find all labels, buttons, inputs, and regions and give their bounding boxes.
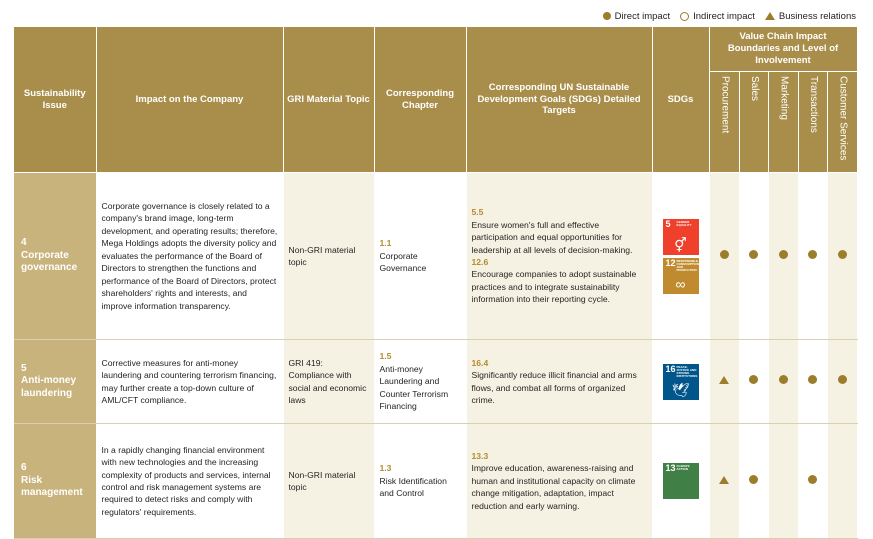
direct-impact-icon [720,250,729,259]
issue-number: 6 [21,462,27,474]
issue-name: Anti-money laundering [21,375,76,399]
header-customer-services: Customer Services [827,72,857,173]
business-relations-icon [719,376,729,384]
infinity-symbol: ∞ [675,275,686,292]
gender-symbol: ⚥ [674,236,687,253]
chapter-number: 1.3 [379,463,392,474]
involvement-cell [798,424,827,539]
sdg-12-badge: 12 RESPONSIBLE CONSUMPTION AND PRODUCTION ∞ [663,258,699,294]
legend-direct: Direct impact [603,11,670,22]
header-chapter: Corresponding Chapter [374,27,466,173]
target-text: Ensure women's full and effective participation and equal opportunities for leadership at all levels of decision-making. [471,219,633,255]
legend [593,9,856,23]
materiality-table [14,27,858,539]
involvement-cell [798,340,827,424]
involvement-cell [768,340,798,424]
targets-cell [466,424,652,539]
table-row [14,424,857,539]
direct-impact-icon [838,250,847,259]
involvement-cell [827,173,857,340]
direct-impact-icon [749,250,758,259]
involvement-cell [768,173,798,340]
issue-number: 4 [21,237,27,249]
sdg-16-badge: 16 PEACE, JUSTICE AND STRONG INSTITUTIONS 🕊 [663,364,699,400]
involvement-cell [768,424,798,539]
hollow-circle-icon [680,12,689,21]
header-marketing: Marketing [768,72,798,173]
direct-impact-icon [779,375,788,384]
target-text: Encourage companies to adopt sustainable practices and to integrate sustainability information into their reporting cycle. [471,269,637,305]
impact-cell: Corrective measures for anti-money laundering and countering terrorism financing, may further create a top-down culture of AML/CFT compliance. [96,340,283,424]
sdg-cell [652,340,709,424]
direct-impact-icon [808,250,817,259]
gri-cell: Non-GRI material topic [283,173,374,340]
sdg-cell [652,424,709,539]
direct-impact-icon [779,250,788,259]
target-number: 5.5 [471,207,484,218]
legend-business: Business relations [765,11,856,22]
chapter-name: Anti-money Laundering and Counter Terrorism Financing [379,363,449,412]
issue-cell [14,173,96,340]
issue-cell [14,340,96,424]
chapter-number: 1.1 [379,238,392,249]
issue-name: Risk management [21,474,83,499]
involvement-cell [827,424,857,539]
involvement-cell [739,340,768,424]
header-value-chain: Value Chain Impact Boundaries and Level of Involvement [709,27,857,72]
involvement-cell [827,340,857,424]
involvement-cell [709,173,739,340]
filled-circle-icon [603,12,611,20]
chapter-cell [374,340,466,424]
table-row [14,340,857,424]
header-procurement: Procurement [709,72,739,173]
gri-cell: GRI 419: Compliance with social and economic laws [283,340,374,424]
chapter-cell [374,424,466,539]
table-row [14,173,857,340]
header-sdgs: SDGs [652,27,709,173]
sdg-13-badge: 13 CLIMATE ACTION [663,463,699,499]
direct-impact-icon [808,475,817,484]
header-sales: Sales [739,72,768,173]
involvement-cell [709,340,739,424]
target-text: Improve education, awareness-raising and human and institutional capacity on climate change mitigation, adaptation, impact reduction and early warning. [471,463,636,511]
direct-impact-icon [749,475,758,484]
target-number: 16.4 [471,357,489,368]
involvement-cell [798,173,827,340]
involvement-cell [709,424,739,539]
gri-cell: Non-GRI material topic [283,424,374,539]
chapter-number: 1.5 [379,351,392,362]
involvement-cell [739,424,768,539]
target-number: 12.6 [471,257,489,267]
sdg-5-badge: 5 GENDER EQUALITY ⚥ [663,219,699,255]
header-targets: Corresponding UN Sustainable Development Goals (SDGs) Detailed Targets [466,27,652,173]
issue-name: Corporate governance [21,249,78,274]
dove-icon: 🕊 [671,381,690,398]
involvement-cell [739,173,768,340]
target-number: 13.3 [471,450,489,461]
direct-impact-icon [808,375,817,384]
impact-cell: Corporate governance is closely related to a company's brand image, long-term development, and operating results; therefore, Mega Holdings adopts the diversity policy and evaluates the performance of the Board of Directors to strengthen the functions and performance of the Board of Directors, protect shareholders' rights and interests, and improve information transparency. [96,173,283,340]
target-text: Significantly reduce illicit financial and arms flows, and combat all forms of organized crime. [471,370,637,405]
header-impact: Impact on the Company [96,27,283,173]
header-transactions: Transactions [798,72,827,173]
targets-cell [466,340,652,424]
legend-indirect: Indirect impact [680,11,755,22]
header-issue: Sustainability Issue [14,27,96,173]
chapter-name: Risk Identification and Control [379,475,447,499]
direct-impact-icon [749,375,758,384]
chapter-cell [374,173,466,340]
sdg-cell [652,173,709,340]
direct-impact-icon [838,375,847,384]
business-relations-icon [719,476,729,484]
triangle-icon [765,12,775,20]
impact-cell: In a rapidly changing financial environment with new technologies and the increasing complexity of products and services, internal control and risk management systems are required to detect risks and comply with regulators' requirements. [96,424,283,539]
issue-number: 5 [21,362,27,374]
issue-cell [14,424,96,539]
chapter-name: Corporate Governance [379,250,427,274]
targets-cell [466,173,652,340]
header-gri: GRI Material Topic [283,27,374,173]
